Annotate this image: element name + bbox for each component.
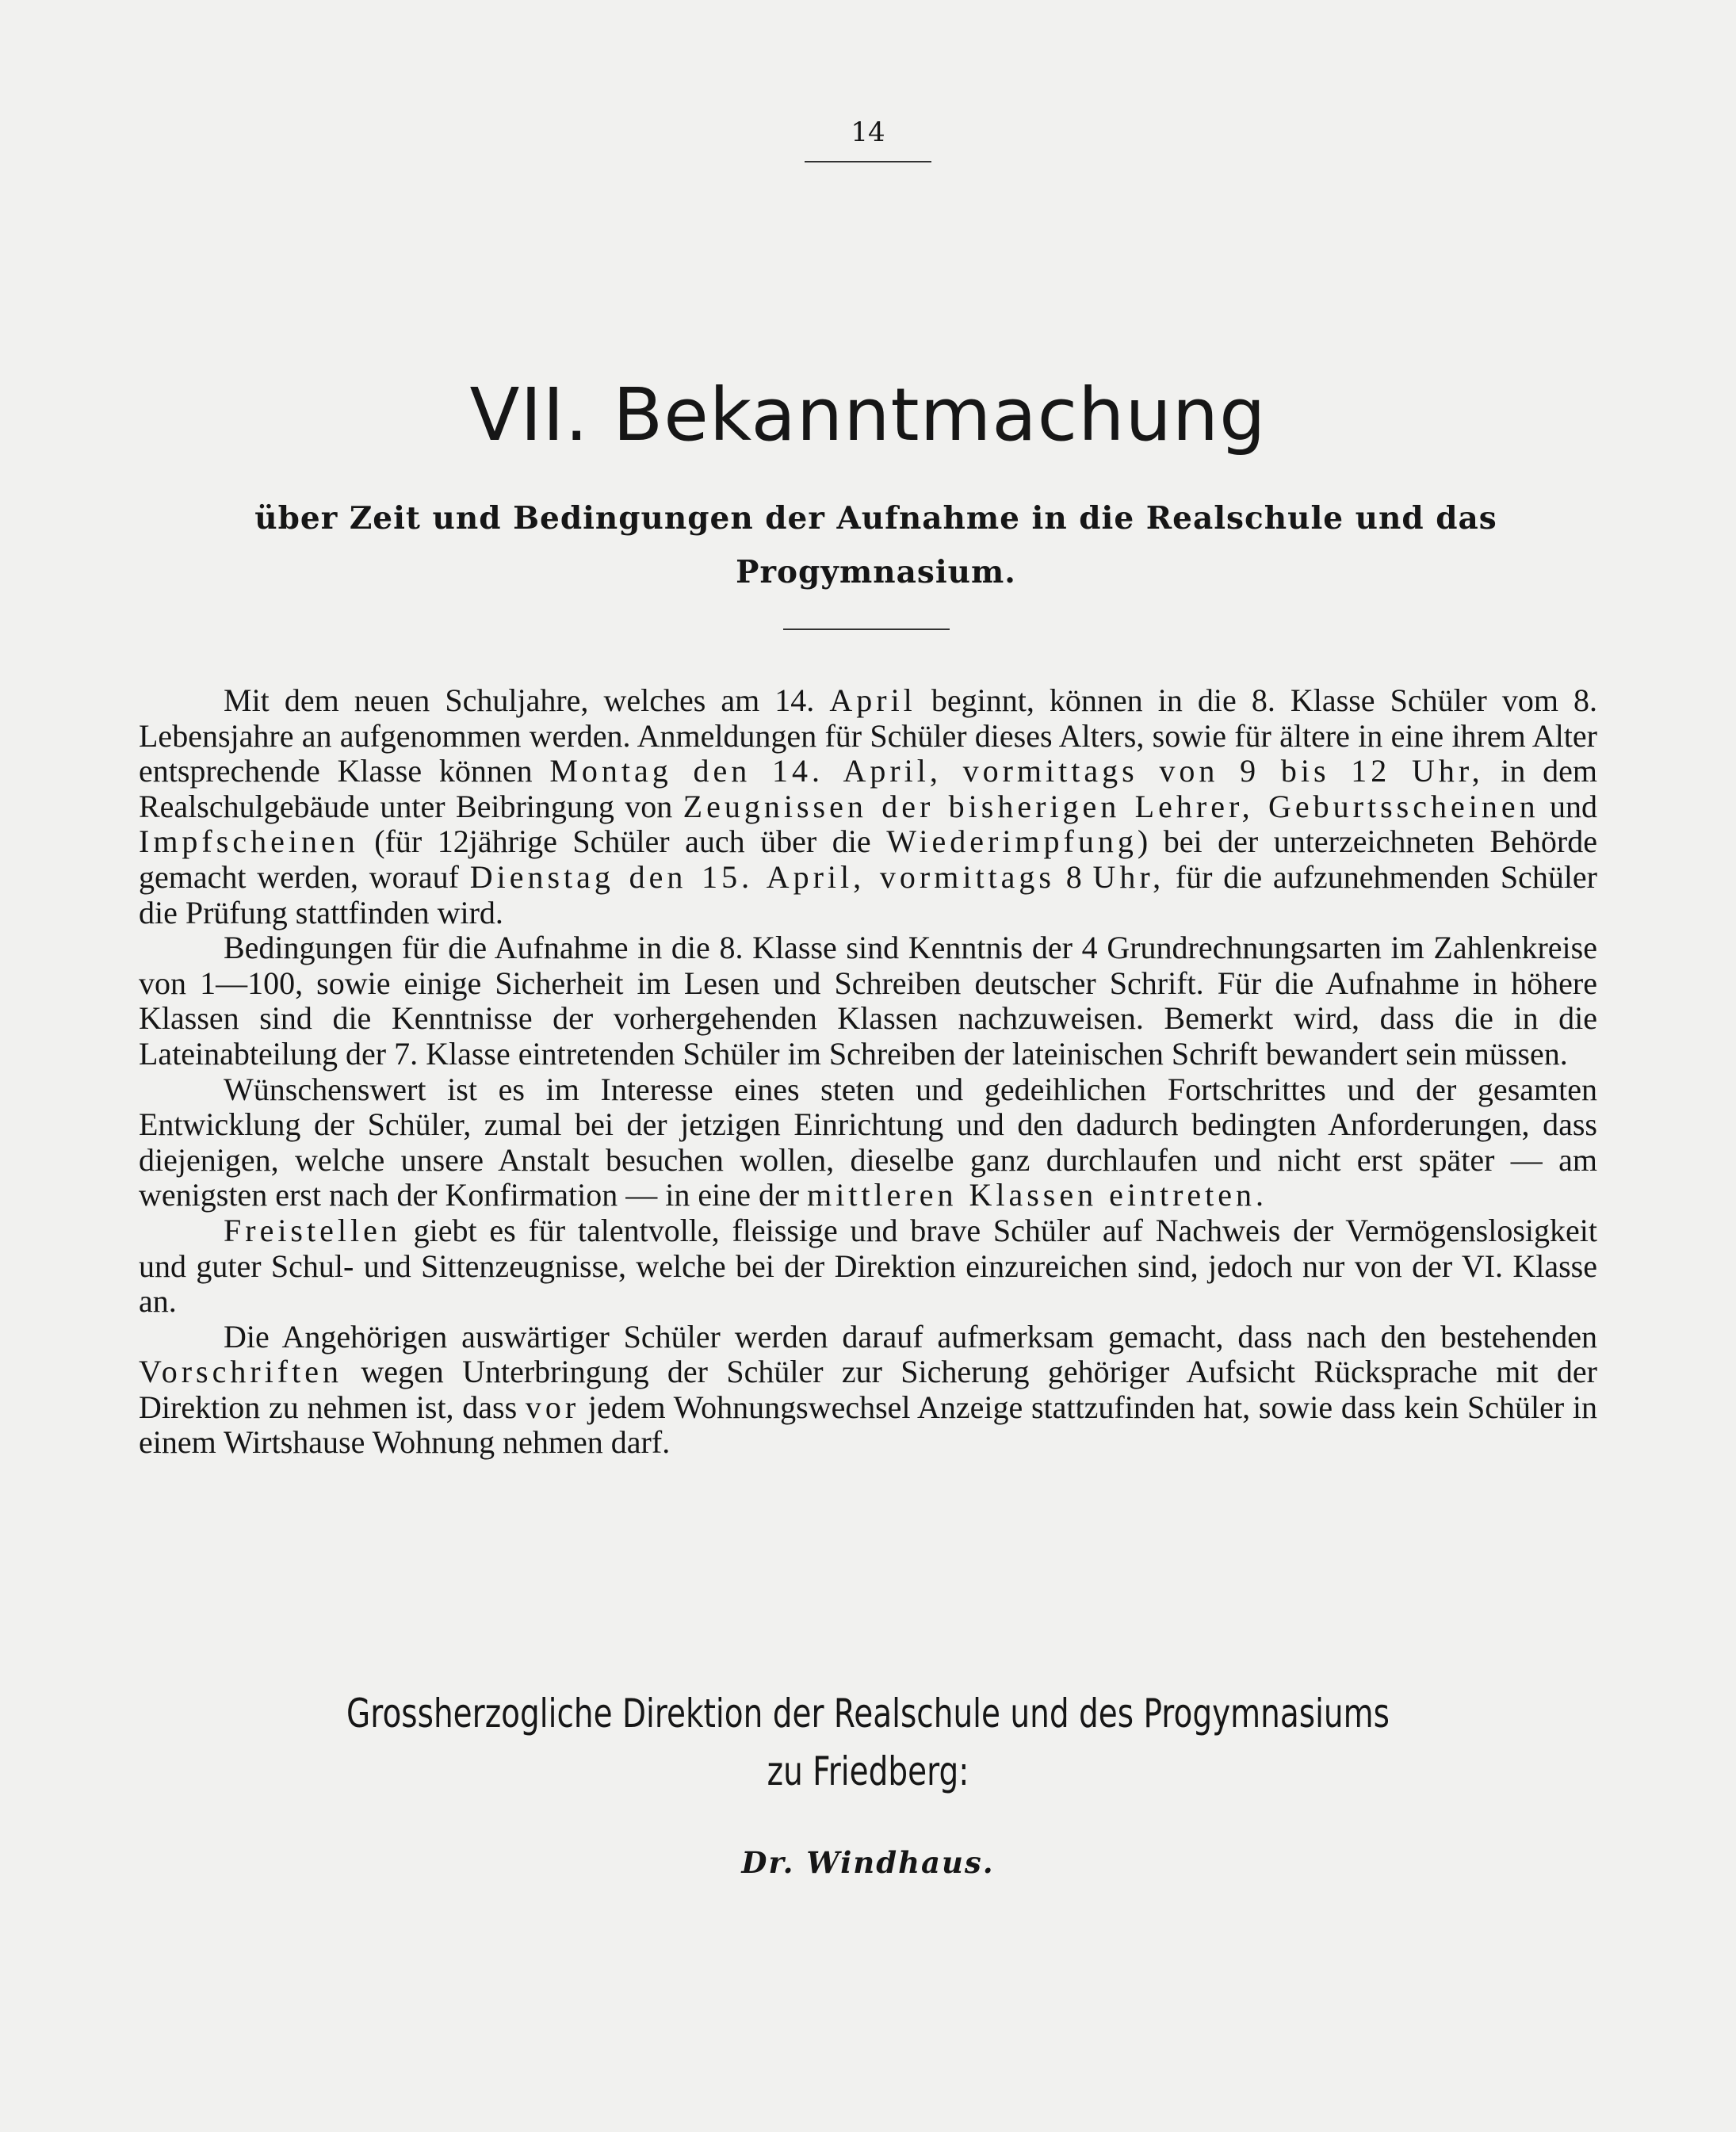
text-run: jedem Wohnungswechsel Anzeige stattzufinden hat, sowie dass kein Schüler in einem Wirtshause Wohnung nehmen darf. [139, 1389, 1597, 1461]
text-run: für die aufzunehmenden Schüler die Prüfung stattfinden wird. [139, 858, 1598, 930]
emphasized-text: Vorschriften [139, 1354, 342, 1390]
paragraph-requirements [139, 930, 1597, 1072]
section-title: VII. Bekanntmachung [469, 373, 1267, 457]
emphasized-text: vor [525, 1389, 580, 1425]
signature-organization [284, 1685, 1452, 1801]
emphasized-text: Uhr, [1092, 858, 1165, 895]
emphasized-text: Montag den 14. April, vormittags von 9 bis 12 Uhr, [549, 753, 1484, 789]
text-run: in dem Realschulgebäude unter Beibringung von [139, 753, 1598, 824]
text-run: und [1539, 788, 1597, 824]
paragraph-registration [139, 683, 1597, 930]
text-run: Die Angehörigen auswärtiger Schüler werden darauf aufmerksam gemacht, dass nach den bestehenden [224, 1318, 1597, 1354]
paragraph-boarding [139, 1320, 1597, 1461]
signature-org-line: Grossherzogliche Direktion der Realschule und des Progymnasiums [346, 1691, 1390, 1737]
page-number: 14 [851, 117, 885, 148]
signature-name: Dr. Windhaus. [741, 1845, 995, 1880]
text-run: (für 12jährige Schüler auch über die [358, 823, 887, 860]
text-run: Mit dem neuen Schuljahre, welches am 14. [224, 682, 830, 718]
text-run: beginnt, können in die 8. Klasse Schüler vom 8. Lebensjahre an aufgenommen werden. Anmeldungen für Schüler dieses Alters, sowie für ältere in eine ihrem Alter entsprechende Klasse können [139, 682, 1598, 789]
paragraph-recommendation [139, 1072, 1597, 1213]
section-subtitle: über Zeit und Bedingungen der Aufnahme in die Realschule und das Progymnasium. [254, 500, 1497, 590]
emphasized-text: Dienstag den 15. April, vormittags [469, 858, 1055, 895]
section-divider [783, 629, 950, 630]
emphasized-text: mittleren Klassen eintreten. [807, 1177, 1268, 1213]
emphasized-text: April [829, 682, 916, 718]
text-run: Bedingungen für die Aufnahme in die 8. Klasse sind Kenntnis der 4 Grundrechnungsarten im Zahlenkreise von 1—100, sowie einige Sicherheit im Lesen und Schreiben deutscher Schrift. Für die Aufnahme in höhere Klassen sind die Kenntnisse der vorhergehenden Klassen nachzuweisen. Bemerkt wird, dass die in die Lateinabteilung der 7. Klasse eintretenden Schüler im Schreiben der lateinischen Schrift bewandert sein müssen. [139, 930, 1597, 1072]
body-text [139, 683, 1597, 1461]
emphasized-text: Wiederimpfung [886, 823, 1138, 860]
emphasized-text: Impfscheinen [139, 823, 359, 860]
emphasized-text: Freistellen [224, 1212, 401, 1248]
text-run: giebt es für talentvolle, fleissige und brave Schüler auf Nachweis der Vermögenslosigkeit und guter Schul- und Sittenzeugnisse, welche bei der Direktion einzureichen sind, jedoch nur von der VI. Klasse an. [139, 1212, 1597, 1320]
text-run: Wünschenswert ist es im Interesse eines steten und gedeihlichen Fortschrittes und der gesamten Entwicklung der Schüler, zumal bei der jetzigen Einrichtung und den dadurch bedingten Anforderungen, dass diejenigen, welche unsere Anstalt besuchen wollen, dieselbe ganz durchlaufen und nicht erst später — am wenigsten erst nach der Konfirmation — in eine der [139, 1071, 1597, 1213]
text-run: wegen Unterbringung der Schüler zur Sicherung gehöriger Aufsicht Rücksprache mit der Direktion zu nehmen ist, dass [139, 1354, 1597, 1425]
text-run: ) bei der unterzeichneten Behörde gemacht werden, worauf [139, 823, 1598, 895]
text-run: 8 [1055, 858, 1093, 895]
emphasized-text: Zeugnissen der bisherigen Lehrer, Geburtsscheinen [683, 788, 1539, 824]
signature-org-line: zu Friedberg: [767, 1748, 969, 1794]
paragraph-free-places [139, 1213, 1597, 1320]
page-number-rule [805, 161, 931, 162]
